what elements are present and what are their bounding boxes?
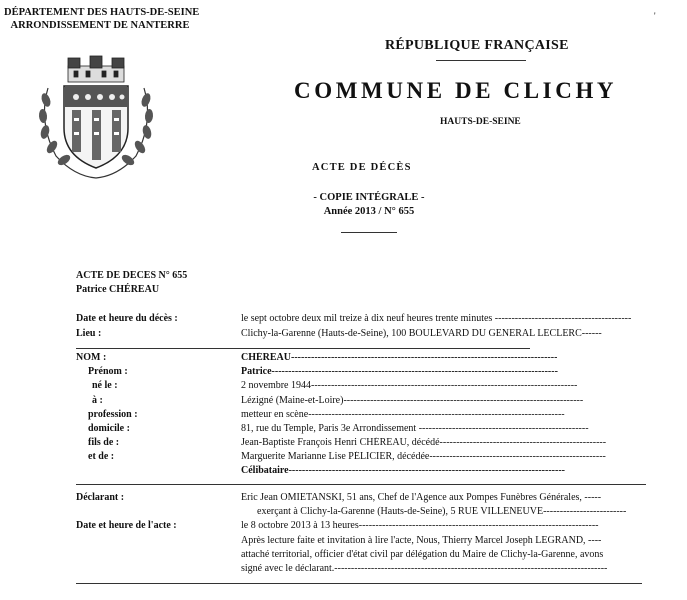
acte-de-deces-title: ACTE DE DÉCÈS (312, 162, 412, 173)
departement-label: DÉPARTEMENT DES HAUTS-DE-SEINE (4, 7, 200, 18)
row-label-domicile: domicile : (88, 423, 130, 434)
row-value-lecture-2: attaché territorial, officier d'état civil par délégation du Maire de Clichy-la-Garenne, avons (241, 549, 604, 560)
row-value-lieu: Clichy-la-Garenne (Hauts-de-Seine), 100 BOULEVARD DU GENERAL LECLERC------ (241, 328, 602, 339)
row-label-declarant: Déclarant : (76, 492, 125, 503)
row-value-lecture-3: signé avec le déclarant.---------------------------------------------------------------------------------- (241, 563, 608, 574)
row-label-nom: NOM : (76, 352, 107, 363)
row-value-nom: CHÉREAU-------------------------------------------------------------------------------- (241, 352, 558, 363)
row-label-lieu-naissance: à : (92, 395, 103, 406)
corner-mark: ' (654, 11, 656, 21)
separator-line-3 (76, 583, 642, 584)
row-value-lecture-1: Après lecture faite et invitation à lire l'acte, Nous, Thierry Marcel Joseph LEGRAND, ---- (241, 535, 602, 546)
row-value-date-acte: le 8 octobre 2013 à 13 heures------------------------------------------------------------------------ (241, 520, 599, 531)
clichy-crest-icon (34, 52, 158, 182)
acte-name: Patrice CHÉREAU (76, 284, 160, 295)
row-value-et-de: Marguerite Marianne Lise PÉLICIER, décédée----------------------------------------------------- (241, 451, 606, 462)
row-value-prenom: Patrice-------------------------------------------------------------------------------------- (241, 366, 558, 377)
row-label-et-de: et de : (88, 451, 115, 462)
row-value-declarant-cont: exerçant à Clichy-la-Garenne (Hauts-de-Seine), 5 RUE VILLENEUVE------------------------- (257, 506, 627, 517)
row-value-fils-de: Jean-Baptiste François Henri CHÉREAU, décédé-------------------------------------------------- (241, 437, 607, 448)
annee-numero-label: Année 2013 / N° 655 (323, 206, 415, 217)
arrondissement-label: ARRONDISSEMENT DE NANTERRE (10, 20, 190, 31)
separator-line-2 (76, 484, 646, 485)
row-label-ne-le: né le : (92, 380, 118, 391)
annee-underline (341, 232, 397, 233)
acte-number: ACTE DE DECES N° 655 (76, 270, 188, 281)
row-label-date-acte: Date et heure de l'acte : (76, 520, 177, 531)
separator-line-1 (76, 348, 530, 349)
row-value-lieu-naissance: Lézigné (Maine-et-Loire)------------------------------------------------------------------------ (241, 395, 584, 406)
row-value-domicile: 81, rue du Temple, Paris 3e Arrondissement --------------------------------------------------- (241, 423, 589, 434)
row-value-ne-le: 2 novembre 1944-------------------------------------------------------------------------------- (241, 380, 578, 391)
commune-title: COMMUNE DE CLICHY (294, 78, 618, 103)
republique-underline (436, 60, 526, 61)
departement-block (4, 6, 200, 32)
row-label-fils-de: fils de : (88, 437, 120, 448)
row-label-date-deces: Date et heure du décès : (76, 313, 178, 324)
row-value-profession: metteur en scène----------------------------------------------------------------------------- (241, 409, 565, 420)
row-value-date-deces: le sept octobre deux mil treize à dix neuf heures trente minutes ----------------------------------------- (241, 313, 632, 324)
copie-integrale-label: - COPIE INTÉGRALE - (313, 192, 425, 203)
row-label-prenom: Prénom : (88, 366, 128, 377)
row-value-declarant: Eric Jean OMIETANSKI, 51 ans, Chef de l'Agence aux Pompes Funèbres Générales, ----- (241, 492, 602, 503)
row-label-profession: profession : (88, 409, 138, 420)
hauts-de-seine-subtitle: HAUTS-DE-SEINE (440, 117, 521, 127)
row-label-lieu: Lieu : (76, 328, 102, 339)
republique-title: RÉPUBLIQUE FRANÇAISE (385, 38, 569, 53)
row-value-situation: Célibataire----------------------------------------------------------------------------------- (241, 465, 565, 476)
